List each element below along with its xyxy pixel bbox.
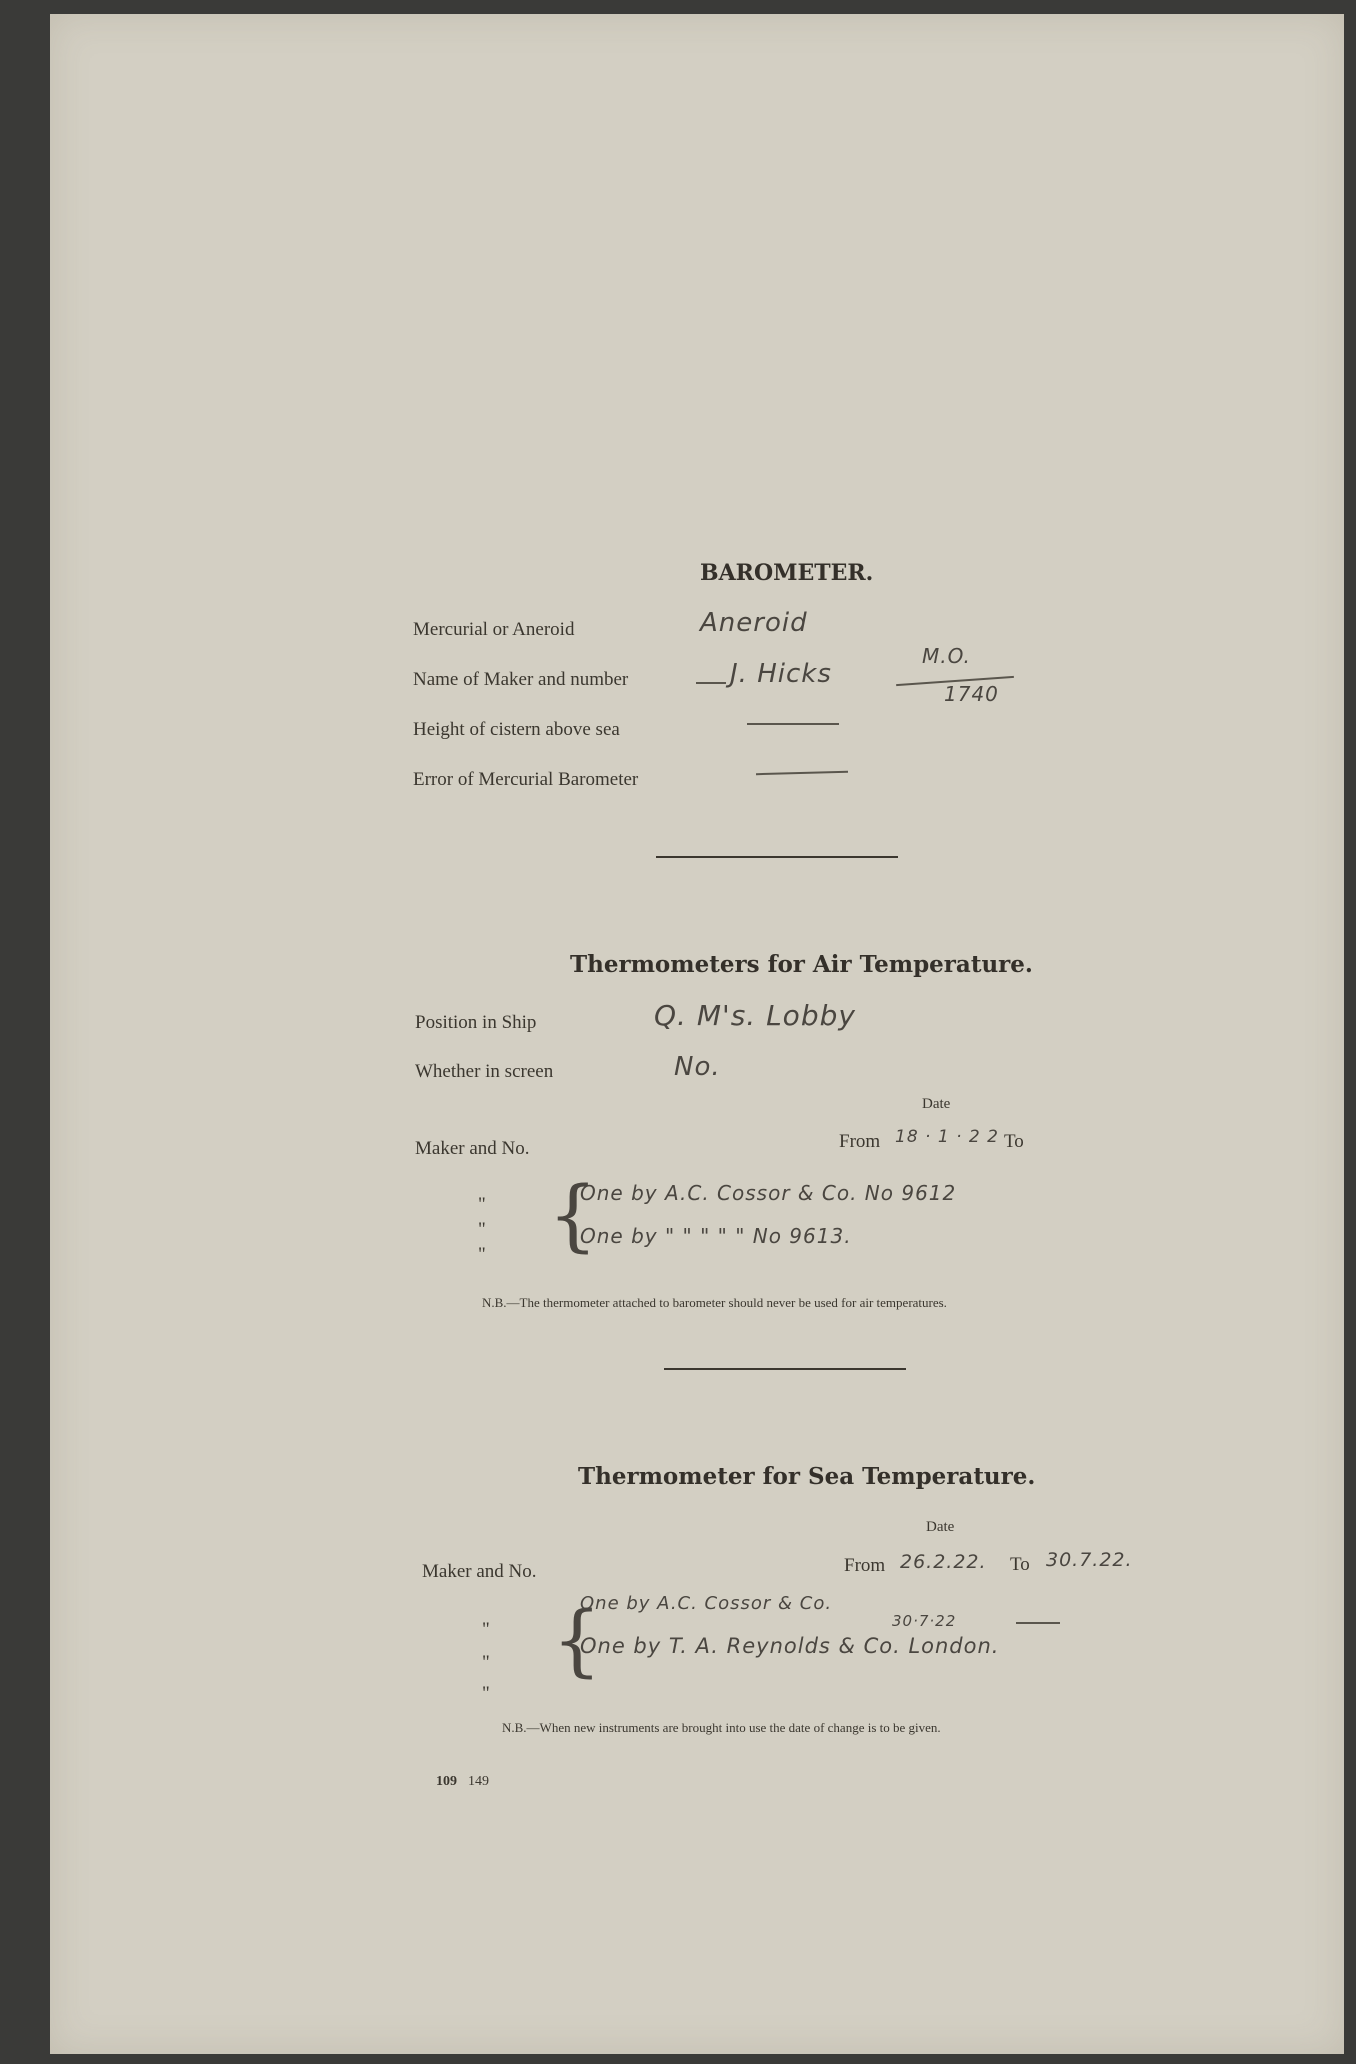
sea-ditto-3: " xyxy=(482,1683,490,1704)
position-in-ship-value: Q. M's. Lobby xyxy=(654,999,856,1032)
air-date-label: Date xyxy=(922,1096,951,1112)
mercurial-or-aneroid-label: Mercurial or Aneroid xyxy=(413,619,575,640)
sea-brace: { xyxy=(552,1596,602,1686)
air-temperature-heading: Thermometers for Air Temperature. xyxy=(570,951,1033,978)
sea-entry-2: One by T. A. Reynolds & Co. London. xyxy=(580,1634,1000,1658)
air-ditto-2: " xyxy=(478,1219,486,1240)
sea-note: N.B.—When new instruments are brought into use the date of change is to be given. xyxy=(502,1720,941,1735)
form-code-2: 149 xyxy=(468,1774,489,1789)
sea-ditto-1: " xyxy=(482,1619,490,1640)
air-brace: { xyxy=(548,1171,598,1261)
sea-to-value: 30.7.22. xyxy=(1046,1549,1133,1571)
sea-entry-1: One by A.C. Cossor & Co. xyxy=(580,1593,833,1614)
air-entry-1: One by A.C. Cossor & Co. No 9612 xyxy=(580,1181,957,1205)
maker-dash xyxy=(696,682,726,684)
sea-to-label: To xyxy=(1010,1554,1030,1575)
air-ditto-3: " xyxy=(478,1244,486,1265)
maker-code-bottom: 1740 xyxy=(944,682,999,706)
air-to-label: To xyxy=(1004,1131,1024,1152)
form-page xyxy=(50,14,1344,2054)
sea-entry-date-rule xyxy=(1016,1622,1060,1624)
barometer-error-dash xyxy=(756,771,848,775)
section-divider-2 xyxy=(664,1368,906,1370)
position-in-ship-label: Position in Ship xyxy=(415,1012,537,1033)
air-from-label: From xyxy=(839,1131,881,1152)
maker-code-top: M.O. xyxy=(922,644,971,668)
air-entry-2: One by " " " " " No 9613. xyxy=(580,1224,852,1248)
sea-ditto-2: " xyxy=(482,1652,490,1673)
sea-from-label: From xyxy=(844,1555,886,1576)
maker-and-number-label: Name of Maker and number xyxy=(413,669,629,690)
whether-in-screen-value: No. xyxy=(674,1052,721,1082)
air-note: N.B.—The thermometer attached to barometer should never be used for air temperatures. xyxy=(482,1295,947,1310)
whether-in-screen-label: Whether in screen xyxy=(415,1061,554,1082)
cistern-height-label: Height of cistern above sea xyxy=(413,719,620,740)
sea-from-value: 26.2.22. xyxy=(900,1551,987,1573)
sea-entry-date: 30·7·22 xyxy=(892,1612,957,1630)
sea-date-label: Date xyxy=(926,1519,955,1535)
maker-value: J. Hicks xyxy=(730,659,832,689)
air-from-value: 18 · 1 · 2 2 xyxy=(895,1127,999,1147)
mercurial-or-aneroid-value: Aneroid xyxy=(700,608,808,638)
sea-maker-label: Maker and No. xyxy=(422,1561,537,1582)
air-maker-label: Maker and No. xyxy=(415,1138,530,1159)
sea-temperature-heading: Thermometer for Sea Temperature. xyxy=(578,1463,1036,1490)
barometer-error-label: Error of Mercurial Barometer xyxy=(413,769,639,790)
cistern-height-dash xyxy=(747,723,839,725)
form-code: 109 xyxy=(436,1774,457,1789)
air-ditto-1: " xyxy=(478,1194,486,1215)
barometer-heading: BAROMETER. xyxy=(700,560,874,586)
section-divider-1 xyxy=(656,856,898,858)
